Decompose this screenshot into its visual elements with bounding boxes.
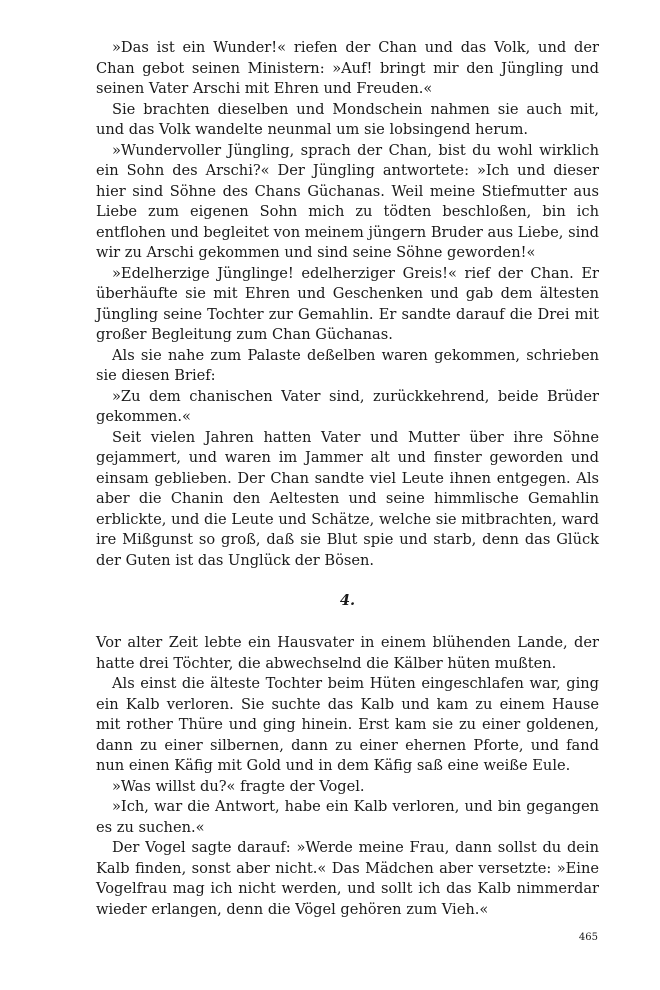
paragraph: »Zu dem chanischen Vater sind, zurückkehrend, beide Brüder gekommen.«: [96, 387, 599, 425]
paragraph: »Ich, war die Antwort, habe ein Kalb verloren, und bin gegangen es zu suchen.«: [96, 798, 599, 836]
paragraph: Als einst die älteste Tochter beim Hüten eingeschlafen war, ging ein Kalb verloren. Sie suchte das Kalb und kam zu einem Hause mit rother Thüre und ging hinein. Erst kam sie zu einer goldenen, dann zu einer silbernen, dann zu einer ehernen Pforte, und fand nun einen Käfig mit Gold und in dem Käfig saß eine weiße Eule.: [96, 675, 599, 774]
paragraph: Seit vielen Jahren hatten Vater und Mutter über ihre Söhne gejammert, und waren im Jammer alt und finster geworden und einsam geblieben. Der Chan sandte viel Leute ihnen entgegen. Als aber die Chanin den Aeltesten und seine himmlische Gemahlin erblickte, und die Leute und Schätze, welche sie mitbrachten, ward ire Mißgunst so groß, daß sie Blut spie und starb, denn das Glück der Guten ist das Unglück der Bösen.: [96, 428, 599, 569]
paragraph: Als sie nahe zum Palaste deßelben waren gekommen, schrieben sie diesen Brief:: [96, 346, 599, 384]
section-heading: 4.: [339, 592, 356, 609]
paragraph: »Das ist ein Wunder!« riefen der Chan und das Volk, und der Chan gebot seinen Ministern: »Auf! bringt mir den Jüngling und seinen Vater Arschi mit Ehren und Freuden.«: [96, 39, 599, 97]
paragraph: Vor alter Zeit lebte ein Hausvater in einem blühenden Lande, der hatte drei Töchter, die abwechselnd die Kälber hüten mußten.: [96, 634, 599, 672]
paragraph: »Was willst du?« fragte der Vogel.: [112, 777, 365, 795]
paragraph: »Wundervoller Jüngling, sprach der Chan, bist du wohl wirklich ein Sohn des Arschi?« Der Jüngling antwortete: »Ich und dieser hier sind Söhne des Chans Güchanas. Weil meine Stiefmutter aus Liebe zum eigenen Sohn mich zu tödten beschloßen, bin ich entflohen und begleitet von meinem jüngern Bruder aus Liebe, sind wir zu Arschi gekommen und sind seine Söhne geworden!«: [96, 141, 599, 261]
paragraph: »Edelherzige Jünglinge! edelherziger Greis!« rief der Chan. Er überhäufte sie mit Ehren und Geschenken und gab dem ältesten Jüngling seine Tochter zur Gemahlin. Er sandte darauf die Drei mit großer Begleitung zum Chan Güchanas.: [96, 264, 599, 343]
page-body: [96, 38, 599, 920]
page-number: 465: [578, 932, 598, 943]
paragraph: Der Vogel sagte darauf: »Werde meine Frau, dann sollst du dein Kalb finden, sonst aber nicht.« Das Mädchen aber versetzte: »Eine Vogelfrau mag ich nicht werden, und sollt ich das Kalb nimmerdar wieder erlangen, denn die Vögel gehören zum Vieh.«: [96, 839, 599, 918]
paragraph: Sie brachten dieselben und Mondschein nahmen sie auch mit, und das Volk wandelte neunmal um sie lobsingend herum.: [96, 100, 599, 138]
